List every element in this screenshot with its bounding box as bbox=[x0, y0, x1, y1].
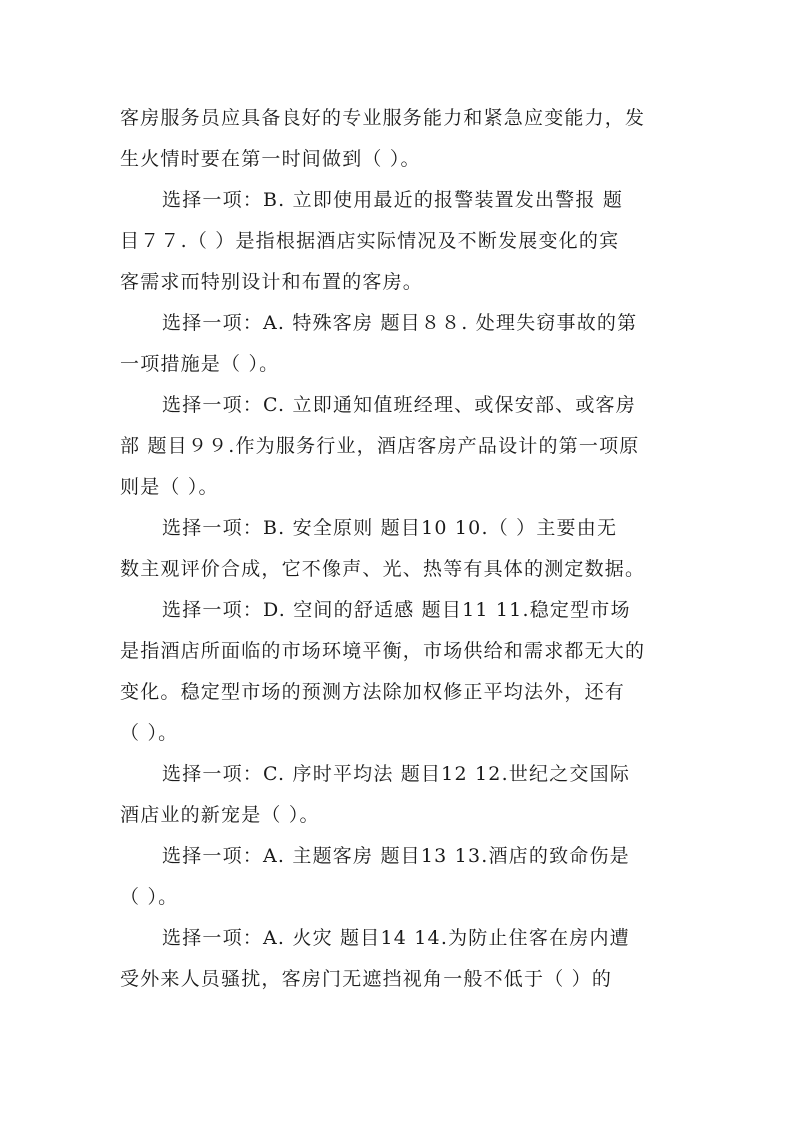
answer-line: 选择一项：B. 安全原则 题目10 10.（ ）主要由无 bbox=[162, 517, 618, 539]
text-line: 酒店业的新宠是（ ）。 bbox=[120, 804, 320, 826]
text-line: 受外来人员骚扰，客房门无遮挡视角一般不低于（ ）的 bbox=[120, 968, 613, 990]
text-line: 数主观评价合成，它不像声、光、热等有具体的测定数据。 bbox=[120, 558, 646, 580]
answer-line: 选择一项：A. 主题客房 题目13 13.酒店的致命伤是 bbox=[162, 845, 630, 867]
answer-line: 选择一项：C. 立即通知值班经理、或保安部、或客房 bbox=[162, 394, 636, 416]
text-line: 一项措施是（ ）。 bbox=[120, 353, 280, 375]
text-line: 目７７.（ ）是指根据酒店实际情况及不断发展变化的宾 bbox=[120, 230, 620, 252]
text-line: （ ）。 bbox=[120, 722, 179, 744]
answer-line: 选择一项：A. 特殊客房 题目８８. 处理失窃事故的第 bbox=[162, 312, 638, 334]
answer-line: 选择一项：A. 火灾 题目14 14.为防止住客在房内遭 bbox=[162, 927, 630, 949]
text-line: 客房服务员应具备良好的专业服务能力和紧急应变能力，发 bbox=[120, 107, 646, 129]
document-body bbox=[120, 98, 680, 1000]
text-line: 是指酒店所面临的市场环境平衡，市场供给和需求都无大的 bbox=[120, 640, 646, 662]
text-line: （ ）。 bbox=[120, 886, 179, 908]
text-line: 部 题目９９.作为服务行业，酒店客房产品设计的第一项原 bbox=[120, 435, 640, 457]
text-line: 变化。稳定型市场的预测方法除加权修正平均法外，还有 bbox=[120, 681, 626, 703]
answer-line: 选择一项：D. 空间的舒适感 题目11 11.稳定型市场 bbox=[162, 599, 631, 621]
answer-line: 选择一项：B. 立即使用最近的报警装置发出警报 题 bbox=[162, 189, 624, 211]
answer-line: 选择一项：C. 序时平均法 题目12 12.世纪之交国际 bbox=[162, 763, 631, 785]
text-line: 客需求而特别设计和布置的客房。 bbox=[120, 271, 424, 293]
text-line: 生火情时要在第一时间做到（ ）。 bbox=[120, 148, 421, 170]
text-line: 则是（ ）。 bbox=[120, 476, 219, 498]
